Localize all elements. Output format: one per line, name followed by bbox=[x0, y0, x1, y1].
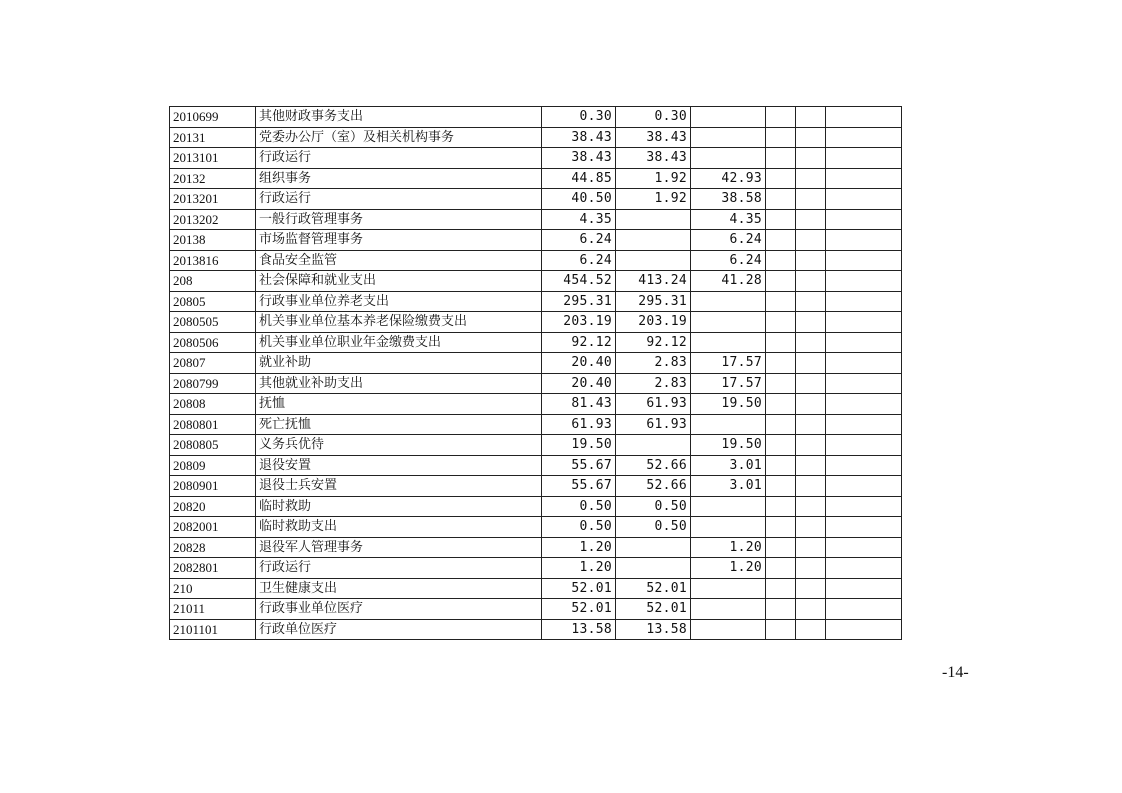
cell-blank-2 bbox=[796, 250, 826, 271]
table-row bbox=[170, 496, 902, 517]
cell-name: 行政运行 bbox=[256, 148, 542, 169]
table-row bbox=[170, 291, 902, 312]
cell-blank-3 bbox=[826, 148, 902, 169]
cell-total: 55.67 bbox=[542, 476, 616, 497]
cell-blank-1 bbox=[766, 578, 796, 599]
cell-blank-1 bbox=[766, 455, 796, 476]
table-row bbox=[170, 250, 902, 271]
cell-name: 卫生健康支出 bbox=[256, 578, 542, 599]
cell-blank-1 bbox=[766, 394, 796, 415]
cell-name: 机关事业单位基本养老保险缴费支出 bbox=[256, 312, 542, 333]
cell-basic: 2.83 bbox=[616, 353, 691, 374]
cell-name: 行政事业单位养老支出 bbox=[256, 291, 542, 312]
cell-blank-2 bbox=[796, 435, 826, 456]
cell-blank-1 bbox=[766, 517, 796, 538]
table-row bbox=[170, 414, 902, 435]
cell-blank-3 bbox=[826, 373, 902, 394]
cell-total: 44.85 bbox=[542, 168, 616, 189]
cell-name: 其他财政事务支出 bbox=[256, 107, 542, 128]
cell-project: 42.93 bbox=[691, 168, 766, 189]
cell-total: 203.19 bbox=[542, 312, 616, 333]
cell-name: 义务兵优待 bbox=[256, 435, 542, 456]
cell-blank-1 bbox=[766, 599, 796, 620]
cell-blank-2 bbox=[796, 148, 826, 169]
cell-basic: 0.30 bbox=[616, 107, 691, 128]
cell-blank-2 bbox=[796, 230, 826, 251]
cell-code: 208 bbox=[170, 271, 256, 292]
table-row bbox=[170, 332, 902, 353]
cell-blank-3 bbox=[826, 230, 902, 251]
cell-name: 行政运行 bbox=[256, 558, 542, 579]
cell-code: 2013816 bbox=[170, 250, 256, 271]
cell-total: 20.40 bbox=[542, 353, 616, 374]
cell-total: 6.24 bbox=[542, 250, 616, 271]
cell-name: 食品安全监管 bbox=[256, 250, 542, 271]
cell-total: 52.01 bbox=[542, 578, 616, 599]
cell-blank-3 bbox=[826, 537, 902, 558]
cell-name: 退役安置 bbox=[256, 455, 542, 476]
cell-project: 6.24 bbox=[691, 250, 766, 271]
expenditure-table bbox=[169, 106, 902, 640]
cell-basic: 203.19 bbox=[616, 312, 691, 333]
cell-blank-2 bbox=[796, 209, 826, 230]
table-row bbox=[170, 476, 902, 497]
cell-total: 40.50 bbox=[542, 189, 616, 210]
cell-blank-3 bbox=[826, 250, 902, 271]
cell-name: 行政运行 bbox=[256, 189, 542, 210]
cell-blank-1 bbox=[766, 496, 796, 517]
cell-blank-3 bbox=[826, 496, 902, 517]
cell-project: 19.50 bbox=[691, 435, 766, 456]
cell-blank-3 bbox=[826, 414, 902, 435]
cell-basic: 52.01 bbox=[616, 599, 691, 620]
cell-name: 市场监督管理事务 bbox=[256, 230, 542, 251]
cell-blank-1 bbox=[766, 435, 796, 456]
cell-project bbox=[691, 291, 766, 312]
cell-blank-2 bbox=[796, 312, 826, 333]
cell-name: 组织事务 bbox=[256, 168, 542, 189]
cell-blank-2 bbox=[796, 107, 826, 128]
cell-blank-2 bbox=[796, 496, 826, 517]
cell-code: 2082801 bbox=[170, 558, 256, 579]
cell-name: 行政单位医疗 bbox=[256, 619, 542, 640]
cell-blank-3 bbox=[826, 394, 902, 415]
cell-project bbox=[691, 619, 766, 640]
cell-basic bbox=[616, 250, 691, 271]
table-row bbox=[170, 127, 902, 148]
cell-name: 临时救助支出 bbox=[256, 517, 542, 538]
cell-name: 机关事业单位职业年金缴费支出 bbox=[256, 332, 542, 353]
cell-basic: 38.43 bbox=[616, 127, 691, 148]
cell-total: 0.50 bbox=[542, 517, 616, 538]
cell-project: 41.28 bbox=[691, 271, 766, 292]
cell-project bbox=[691, 496, 766, 517]
cell-blank-1 bbox=[766, 189, 796, 210]
cell-project bbox=[691, 107, 766, 128]
table-row bbox=[170, 312, 902, 333]
cell-blank-1 bbox=[766, 476, 796, 497]
cell-code: 20805 bbox=[170, 291, 256, 312]
cell-code: 210 bbox=[170, 578, 256, 599]
cell-blank-3 bbox=[826, 209, 902, 230]
cell-total: 1.20 bbox=[542, 558, 616, 579]
cell-blank-2 bbox=[796, 455, 826, 476]
cell-name: 一般行政管理事务 bbox=[256, 209, 542, 230]
cell-code: 2080799 bbox=[170, 373, 256, 394]
cell-total: 4.35 bbox=[542, 209, 616, 230]
cell-basic: 61.93 bbox=[616, 394, 691, 415]
cell-project: 19.50 bbox=[691, 394, 766, 415]
cell-blank-2 bbox=[796, 373, 826, 394]
cell-name: 临时救助 bbox=[256, 496, 542, 517]
cell-code: 20828 bbox=[170, 537, 256, 558]
table-row bbox=[170, 271, 902, 292]
cell-basic bbox=[616, 230, 691, 251]
cell-blank-1 bbox=[766, 230, 796, 251]
table-row bbox=[170, 353, 902, 374]
cell-project: 17.57 bbox=[691, 373, 766, 394]
cell-blank-2 bbox=[796, 168, 826, 189]
cell-blank-1 bbox=[766, 373, 796, 394]
page-number: -14- bbox=[942, 664, 969, 681]
table-row bbox=[170, 168, 902, 189]
cell-blank-3 bbox=[826, 455, 902, 476]
cell-basic: 92.12 bbox=[616, 332, 691, 353]
table-row bbox=[170, 373, 902, 394]
cell-total: 81.43 bbox=[542, 394, 616, 415]
cell-blank-3 bbox=[826, 291, 902, 312]
cell-code: 2080901 bbox=[170, 476, 256, 497]
cell-project: 1.20 bbox=[691, 558, 766, 579]
cell-basic: 52.66 bbox=[616, 476, 691, 497]
cell-basic: 61.93 bbox=[616, 414, 691, 435]
cell-project bbox=[691, 148, 766, 169]
cell-blank-3 bbox=[826, 189, 902, 210]
cell-total: 13.58 bbox=[542, 619, 616, 640]
cell-blank-2 bbox=[796, 558, 826, 579]
cell-total: 0.30 bbox=[542, 107, 616, 128]
cell-blank-2 bbox=[796, 189, 826, 210]
cell-project: 38.58 bbox=[691, 189, 766, 210]
cell-blank-2 bbox=[796, 619, 826, 640]
cell-total: 454.52 bbox=[542, 271, 616, 292]
cell-code: 2082001 bbox=[170, 517, 256, 538]
cell-basic bbox=[616, 558, 691, 579]
cell-blank-1 bbox=[766, 537, 796, 558]
cell-code: 20138 bbox=[170, 230, 256, 251]
cell-blank-1 bbox=[766, 619, 796, 640]
cell-blank-1 bbox=[766, 271, 796, 292]
cell-blank-3 bbox=[826, 353, 902, 374]
cell-basic: 0.50 bbox=[616, 517, 691, 538]
cell-code: 20132 bbox=[170, 168, 256, 189]
cell-total: 0.50 bbox=[542, 496, 616, 517]
cell-project: 17.57 bbox=[691, 353, 766, 374]
cell-blank-1 bbox=[766, 291, 796, 312]
cell-blank-1 bbox=[766, 168, 796, 189]
cell-blank-3 bbox=[826, 619, 902, 640]
cell-project: 4.35 bbox=[691, 209, 766, 230]
cell-project: 6.24 bbox=[691, 230, 766, 251]
cell-basic bbox=[616, 537, 691, 558]
cell-blank-3 bbox=[826, 271, 902, 292]
cell-project bbox=[691, 127, 766, 148]
cell-total: 295.31 bbox=[542, 291, 616, 312]
cell-blank-1 bbox=[766, 312, 796, 333]
cell-blank-2 bbox=[796, 537, 826, 558]
cell-basic: 52.66 bbox=[616, 455, 691, 476]
cell-code: 21011 bbox=[170, 599, 256, 620]
cell-total: 1.20 bbox=[542, 537, 616, 558]
cell-blank-2 bbox=[796, 599, 826, 620]
cell-total: 38.43 bbox=[542, 148, 616, 169]
cell-project: 3.01 bbox=[691, 455, 766, 476]
table-row bbox=[170, 148, 902, 169]
cell-blank-2 bbox=[796, 271, 826, 292]
cell-code: 2010699 bbox=[170, 107, 256, 128]
table-row bbox=[170, 517, 902, 538]
cell-total: 92.12 bbox=[542, 332, 616, 353]
cell-blank-3 bbox=[826, 332, 902, 353]
cell-code: 20807 bbox=[170, 353, 256, 374]
cell-code: 2013101 bbox=[170, 148, 256, 169]
cell-total: 6.24 bbox=[542, 230, 616, 251]
cell-project bbox=[691, 312, 766, 333]
cell-blank-3 bbox=[826, 578, 902, 599]
cell-blank-1 bbox=[766, 148, 796, 169]
cell-blank-2 bbox=[796, 353, 826, 374]
cell-code: 20820 bbox=[170, 496, 256, 517]
table-body bbox=[170, 107, 902, 640]
cell-code: 2080505 bbox=[170, 312, 256, 333]
cell-code: 2013201 bbox=[170, 189, 256, 210]
cell-code: 20808 bbox=[170, 394, 256, 415]
cell-name: 退役士兵安置 bbox=[256, 476, 542, 497]
cell-project bbox=[691, 599, 766, 620]
cell-total: 61.93 bbox=[542, 414, 616, 435]
table-row bbox=[170, 619, 902, 640]
cell-blank-2 bbox=[796, 578, 826, 599]
cell-project bbox=[691, 578, 766, 599]
cell-code: 2080506 bbox=[170, 332, 256, 353]
cell-blank-2 bbox=[796, 414, 826, 435]
cell-code: 20131 bbox=[170, 127, 256, 148]
cell-blank-2 bbox=[796, 476, 826, 497]
cell-blank-3 bbox=[826, 127, 902, 148]
cell-code: 20809 bbox=[170, 455, 256, 476]
cell-blank-2 bbox=[796, 127, 826, 148]
cell-code: 2080801 bbox=[170, 414, 256, 435]
cell-basic: 52.01 bbox=[616, 578, 691, 599]
table-row bbox=[170, 578, 902, 599]
cell-basic: 2.83 bbox=[616, 373, 691, 394]
cell-basic: 13.58 bbox=[616, 619, 691, 640]
cell-project bbox=[691, 414, 766, 435]
cell-total: 20.40 bbox=[542, 373, 616, 394]
cell-blank-1 bbox=[766, 414, 796, 435]
cell-blank-3 bbox=[826, 517, 902, 538]
cell-code: 2080805 bbox=[170, 435, 256, 456]
cell-name: 行政事业单位医疗 bbox=[256, 599, 542, 620]
table-row bbox=[170, 537, 902, 558]
cell-total: 19.50 bbox=[542, 435, 616, 456]
cell-project bbox=[691, 332, 766, 353]
cell-blank-3 bbox=[826, 107, 902, 128]
cell-name: 就业补助 bbox=[256, 353, 542, 374]
table-row bbox=[170, 107, 902, 128]
cell-code: 2013202 bbox=[170, 209, 256, 230]
cell-blank-2 bbox=[796, 291, 826, 312]
cell-blank-1 bbox=[766, 332, 796, 353]
cell-project: 3.01 bbox=[691, 476, 766, 497]
cell-project bbox=[691, 517, 766, 538]
cell-basic bbox=[616, 209, 691, 230]
table-row bbox=[170, 599, 902, 620]
cell-blank-1 bbox=[766, 107, 796, 128]
cell-basic: 1.92 bbox=[616, 168, 691, 189]
cell-blank-1 bbox=[766, 353, 796, 374]
cell-total: 55.67 bbox=[542, 455, 616, 476]
table-row bbox=[170, 189, 902, 210]
cell-code: 2101101 bbox=[170, 619, 256, 640]
cell-basic: 38.43 bbox=[616, 148, 691, 169]
cell-name: 其他就业补助支出 bbox=[256, 373, 542, 394]
cell-blank-1 bbox=[766, 127, 796, 148]
cell-blank-3 bbox=[826, 312, 902, 333]
cell-blank-1 bbox=[766, 558, 796, 579]
table-row bbox=[170, 455, 902, 476]
cell-blank-3 bbox=[826, 599, 902, 620]
table-row bbox=[170, 435, 902, 456]
cell-blank-3 bbox=[826, 435, 902, 456]
table-row bbox=[170, 394, 902, 415]
cell-blank-3 bbox=[826, 168, 902, 189]
cell-basic: 413.24 bbox=[616, 271, 691, 292]
cell-blank-2 bbox=[796, 517, 826, 538]
cell-blank-2 bbox=[796, 332, 826, 353]
cell-name: 退役军人管理事务 bbox=[256, 537, 542, 558]
cell-total: 38.43 bbox=[542, 127, 616, 148]
cell-basic: 295.31 bbox=[616, 291, 691, 312]
cell-name: 社会保障和就业支出 bbox=[256, 271, 542, 292]
cell-blank-1 bbox=[766, 250, 796, 271]
cell-blank-2 bbox=[796, 394, 826, 415]
cell-name: 党委办公厅（室）及相关机构事务 bbox=[256, 127, 542, 148]
table-row bbox=[170, 230, 902, 251]
cell-basic: 1.92 bbox=[616, 189, 691, 210]
cell-blank-1 bbox=[766, 209, 796, 230]
cell-basic bbox=[616, 435, 691, 456]
budget-table-container bbox=[169, 106, 901, 640]
cell-basic: 0.50 bbox=[616, 496, 691, 517]
cell-project: 1.20 bbox=[691, 537, 766, 558]
cell-total: 52.01 bbox=[542, 599, 616, 620]
cell-name: 抚恤 bbox=[256, 394, 542, 415]
table-row bbox=[170, 558, 902, 579]
cell-blank-3 bbox=[826, 476, 902, 497]
cell-blank-3 bbox=[826, 558, 902, 579]
cell-name: 死亡抚恤 bbox=[256, 414, 542, 435]
table-row bbox=[170, 209, 902, 230]
